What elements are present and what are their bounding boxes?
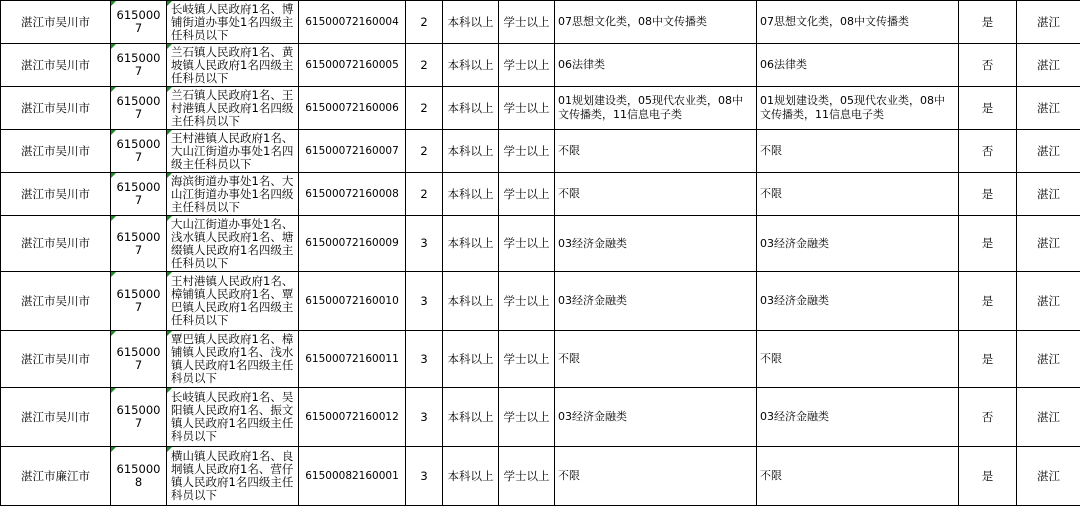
headcount-text: 3 [420, 469, 427, 483]
city-cell [1, 331, 111, 388]
position-code-text: 61500072160011 [305, 353, 399, 365]
department-text: 大山江街道办事处1名、浅水镇人民政府1名、塘缀镇人民政府1名四级主任科员以下 [171, 217, 293, 270]
requirement-text: 是 [982, 352, 994, 366]
headcount-cell [406, 173, 443, 216]
table-row [1, 331, 1080, 388]
position-code-cell [299, 130, 406, 173]
requirement-text: 是 [982, 15, 994, 29]
location-cell [1017, 130, 1080, 173]
headcount-text: 3 [420, 236, 427, 250]
comment-marker-icon [111, 130, 116, 135]
degree-text: 学士以上 [504, 58, 550, 72]
major-undergrad-cell [555, 130, 757, 173]
location-cell [1017, 173, 1080, 216]
unit-code-text: 6150007 [117, 94, 161, 121]
requirement-text: 是 [982, 294, 994, 308]
unit-code-text: 6150007 [117, 287, 161, 314]
position-code-cell [299, 388, 406, 447]
table-row [1, 87, 1080, 130]
education-text: 本科以上 [448, 294, 494, 308]
education-text: 本科以上 [448, 144, 494, 158]
city-cell [1, 216, 111, 272]
city-text: 湛江市吴川市 [21, 236, 90, 250]
degree-text: 学士以上 [504, 236, 550, 250]
position-code-cell [299, 272, 406, 331]
table-row [1, 173, 1080, 216]
education-cell [443, 388, 499, 447]
department-text: 海滨街道办事处1名、大山江街道办事处1名四级主任科员以下 [171, 174, 293, 214]
major-grad-cell [757, 130, 959, 173]
location-text: 湛江 [1037, 58, 1060, 72]
major-grad-cell [757, 173, 959, 216]
position-code-text: 61500072160010 [305, 295, 399, 307]
city-text: 湛江市吴川市 [21, 101, 90, 115]
major-undergrad-text: 03经济金融类 [558, 410, 627, 423]
department-cell [167, 173, 299, 216]
city-text: 湛江市吴川市 [21, 58, 90, 72]
comment-marker-icon [167, 216, 172, 221]
degree-cell [499, 388, 555, 447]
headcount-text: 3 [420, 352, 427, 366]
table-row [1, 130, 1080, 173]
table-row [1, 216, 1080, 272]
table-row [1, 388, 1080, 447]
degree-cell [499, 447, 555, 506]
comment-marker-icon [111, 331, 116, 336]
unit-code-cell [111, 447, 167, 506]
education-cell [443, 447, 499, 506]
department-cell [167, 87, 299, 130]
city-cell [1, 388, 111, 447]
requirement-text: 否 [982, 410, 994, 424]
location-text: 湛江 [1037, 144, 1060, 158]
education-cell [443, 272, 499, 331]
comment-marker-icon [167, 130, 172, 135]
location-text: 湛江 [1037, 236, 1060, 250]
position-code-text: 61500072160012 [305, 411, 399, 423]
position-code-text: 61500072160009 [305, 237, 399, 249]
comment-marker-icon [167, 388, 172, 393]
headcount-text: 3 [420, 294, 427, 308]
major-grad-text: 06法律类 [760, 58, 807, 71]
unit-code-text: 6150007 [117, 230, 161, 257]
city-cell [1, 87, 111, 130]
degree-text: 学士以上 [504, 144, 550, 158]
education-cell [443, 173, 499, 216]
education-text: 本科以上 [448, 352, 494, 366]
department-cell [167, 130, 299, 173]
headcount-cell [406, 331, 443, 388]
major-undergrad-text: 不限 [558, 469, 580, 482]
location-cell [1017, 447, 1080, 506]
major-undergrad-text: 07思想文化类，08中文传播类 [558, 15, 707, 28]
major-grad-text: 03经济金融类 [760, 294, 829, 307]
education-cell [443, 331, 499, 388]
department-text: 长岐镇人民政府1名、博铺街道办事处1名四级主任科员以下 [171, 2, 293, 42]
headcount-cell [406, 388, 443, 447]
requirement-cell [959, 447, 1017, 506]
requirement-cell [959, 331, 1017, 388]
location-cell [1017, 44, 1080, 87]
requirement-text: 否 [982, 58, 994, 72]
headcount-cell [406, 1, 443, 44]
education-text: 本科以上 [448, 236, 494, 250]
degree-cell [499, 216, 555, 272]
major-grad-cell [757, 331, 959, 388]
table-row [1, 447, 1080, 506]
headcount-text: 2 [420, 15, 427, 29]
city-text: 湛江市吴川市 [21, 352, 90, 366]
major-undergrad-cell [555, 331, 757, 388]
degree-cell [499, 87, 555, 130]
location-cell [1017, 331, 1080, 388]
position-code-text: 61500072160007 [305, 145, 399, 157]
location-text: 湛江 [1037, 187, 1060, 201]
major-grad-cell [757, 272, 959, 331]
requirement-text: 是 [982, 236, 994, 250]
unit-code-cell [111, 272, 167, 331]
unit-code-cell [111, 130, 167, 173]
major-grad-text: 01规划建设类，05现代农业类，08中文传播类，11信息电子类 [760, 94, 945, 121]
requirement-cell [959, 388, 1017, 447]
major-undergrad-text: 不限 [558, 144, 580, 157]
comment-marker-icon [167, 331, 172, 336]
requirement-text: 否 [982, 144, 994, 158]
unit-code-text: 6150007 [117, 137, 161, 164]
department-cell [167, 447, 299, 506]
position-code-text: 61500072160006 [305, 102, 399, 114]
department-text: 王村港镇人民政府1名、樟铺镇人民政府1名、覃巴镇人民政府1名四级主任科员以下 [171, 274, 293, 327]
location-text: 湛江 [1037, 410, 1060, 424]
location-cell [1017, 1, 1080, 44]
city-text: 湛江市吴川市 [21, 187, 90, 201]
major-grad-text: 07思想文化类，08中文传播类 [760, 15, 909, 28]
headcount-cell [406, 87, 443, 130]
major-grad-text: 不限 [760, 187, 782, 200]
unit-code-text: 6150007 [117, 51, 161, 78]
unit-code-cell [111, 44, 167, 87]
major-grad-cell [757, 216, 959, 272]
headcount-text: 3 [420, 410, 427, 424]
major-grad-cell [757, 447, 959, 506]
education-text: 本科以上 [448, 15, 494, 29]
location-text: 湛江 [1037, 294, 1060, 308]
unit-code-text: 6150008 [117, 462, 161, 489]
requirement-cell [959, 272, 1017, 331]
major-undergrad-cell [555, 173, 757, 216]
education-text: 本科以上 [448, 469, 494, 483]
unit-code-cell [111, 331, 167, 388]
position-code-text: 61500072160008 [305, 188, 399, 200]
department-cell [167, 331, 299, 388]
department-text: 覃巴镇人民政府1名、樟铺镇人民政府1名、浅水镇人民政府1名四级主任科员以下 [171, 332, 293, 385]
degree-text: 学士以上 [504, 352, 550, 366]
position-code-cell [299, 173, 406, 216]
requirement-cell [959, 216, 1017, 272]
requirement-cell [959, 87, 1017, 130]
education-cell [443, 216, 499, 272]
city-text: 湛江市吴川市 [21, 15, 90, 29]
requirement-cell [959, 1, 1017, 44]
degree-cell [499, 272, 555, 331]
requirement-cell [959, 173, 1017, 216]
comment-marker-icon [167, 272, 172, 277]
table-body [1, 1, 1080, 506]
city-text: 湛江市吴川市 [21, 144, 90, 158]
education-text: 本科以上 [448, 58, 494, 72]
requirement-cell [959, 44, 1017, 87]
unit-code-text: 6150007 [117, 180, 161, 207]
major-grad-text: 不限 [760, 352, 782, 365]
location-text: 湛江 [1037, 352, 1060, 366]
unit-code-cell [111, 388, 167, 447]
department-cell [167, 388, 299, 447]
department-cell [167, 272, 299, 331]
degree-text: 学士以上 [504, 294, 550, 308]
comment-marker-icon [111, 1, 116, 6]
city-cell [1, 272, 111, 331]
major-undergrad-text: 01规划建设类，05现代农业类，08中文传播类，11信息电子类 [558, 94, 743, 121]
position-code-text: 61500072160004 [305, 16, 399, 28]
requirement-text: 是 [982, 187, 994, 201]
comment-marker-icon [111, 447, 116, 452]
comment-marker-icon [111, 272, 116, 277]
major-grad-text: 03经济金融类 [760, 237, 829, 250]
degree-text: 学士以上 [504, 410, 550, 424]
position-code-text: 61500082160001 [305, 470, 399, 482]
comment-marker-icon [167, 173, 172, 178]
degree-cell [499, 44, 555, 87]
education-cell [443, 44, 499, 87]
education-cell [443, 87, 499, 130]
department-cell [167, 44, 299, 87]
department-text: 兰石镇人民政府1名、王村港镇人民政府1名四级主任科员以下 [171, 88, 293, 128]
degree-cell [499, 1, 555, 44]
degree-text: 学士以上 [504, 101, 550, 115]
location-cell [1017, 272, 1080, 331]
location-text: 湛江 [1037, 469, 1060, 483]
headcount-text: 2 [420, 58, 427, 72]
comment-marker-icon [111, 388, 116, 393]
table-row [1, 1, 1080, 44]
education-text: 本科以上 [448, 101, 494, 115]
major-undergrad-cell [555, 447, 757, 506]
major-grad-text: 不限 [760, 469, 782, 482]
city-cell [1, 447, 111, 506]
department-text: 横山镇人民政府1名、良垌镇人民政府1名、营仔镇人民政府1名四级主任科员以下 [171, 449, 293, 502]
location-text: 湛江 [1037, 15, 1060, 29]
headcount-cell [406, 272, 443, 331]
major-undergrad-cell [555, 44, 757, 87]
comment-marker-icon [111, 173, 116, 178]
education-text: 本科以上 [448, 187, 494, 201]
table-row [1, 272, 1080, 331]
major-undergrad-text: 不限 [558, 352, 580, 365]
position-code-cell [299, 447, 406, 506]
headcount-text: 2 [420, 101, 427, 115]
comment-marker-icon [167, 447, 172, 452]
location-text: 湛江 [1037, 101, 1060, 115]
major-undergrad-text: 不限 [558, 187, 580, 200]
department-cell [167, 216, 299, 272]
major-grad-cell [757, 1, 959, 44]
city-cell [1, 173, 111, 216]
major-undergrad-cell [555, 216, 757, 272]
position-code-cell [299, 87, 406, 130]
major-undergrad-cell [555, 87, 757, 130]
major-undergrad-text: 03经济金融类 [558, 294, 627, 307]
major-undergrad-text: 06法律类 [558, 58, 605, 71]
education-cell [443, 130, 499, 173]
comment-marker-icon [167, 87, 172, 92]
department-text: 长岐镇人民政府1名、吴阳镇人民政府1名、振文镇人民政府1名四级主任科员以下 [171, 390, 293, 443]
location-cell [1017, 216, 1080, 272]
comment-marker-icon [111, 44, 116, 49]
requirement-text: 是 [982, 101, 994, 115]
unit-code-text: 6150007 [117, 345, 161, 372]
major-grad-cell [757, 44, 959, 87]
headcount-text: 2 [420, 144, 427, 158]
unit-code-cell [111, 173, 167, 216]
major-grad-text: 03经济金融类 [760, 410, 829, 423]
department-cell [167, 1, 299, 44]
major-grad-text: 不限 [760, 144, 782, 157]
city-text: 湛江市吴川市 [21, 410, 90, 424]
unit-code-text: 6150007 [117, 8, 161, 35]
unit-code-cell [111, 87, 167, 130]
major-undergrad-cell [555, 1, 757, 44]
headcount-cell [406, 216, 443, 272]
comment-marker-icon [111, 216, 116, 221]
comment-marker-icon [111, 87, 116, 92]
position-code-cell [299, 44, 406, 87]
headcount-cell [406, 130, 443, 173]
table-row [1, 44, 1080, 87]
headcount-text: 2 [420, 187, 427, 201]
major-undergrad-cell [555, 272, 757, 331]
city-cell [1, 130, 111, 173]
headcount-cell [406, 44, 443, 87]
degree-text: 学士以上 [504, 187, 550, 201]
city-cell [1, 1, 111, 44]
degree-cell [499, 130, 555, 173]
requirement-cell [959, 130, 1017, 173]
headcount-cell [406, 447, 443, 506]
major-undergrad-cell [555, 388, 757, 447]
city-text: 湛江市廉江市 [21, 469, 90, 483]
unit-code-cell [111, 1, 167, 44]
position-code-cell [299, 216, 406, 272]
department-text: 王村港镇人民政府1名、大山江街道办事处1名四级主任科员以下 [171, 131, 293, 171]
degree-cell [499, 173, 555, 216]
education-text: 本科以上 [448, 410, 494, 424]
comment-marker-icon [167, 44, 172, 49]
position-code-cell [299, 331, 406, 388]
position-code-text: 61500072160005 [305, 59, 399, 71]
city-cell [1, 44, 111, 87]
position-code-cell [299, 1, 406, 44]
education-cell [443, 1, 499, 44]
location-cell [1017, 388, 1080, 447]
major-grad-cell [757, 388, 959, 447]
department-text: 兰石镇人民政府1名、黄坡镇人民政府1名四级主任科员以下 [171, 45, 293, 85]
unit-code-text: 6150007 [117, 403, 161, 430]
degree-cell [499, 331, 555, 388]
requirement-text: 是 [982, 469, 994, 483]
location-cell [1017, 87, 1080, 130]
unit-code-cell [111, 216, 167, 272]
comment-marker-icon [167, 1, 172, 6]
city-text: 湛江市吴川市 [21, 294, 90, 308]
major-undergrad-text: 03经济金融类 [558, 237, 627, 250]
degree-text: 学士以上 [504, 15, 550, 29]
degree-text: 学士以上 [504, 469, 550, 483]
major-grad-cell [757, 87, 959, 130]
